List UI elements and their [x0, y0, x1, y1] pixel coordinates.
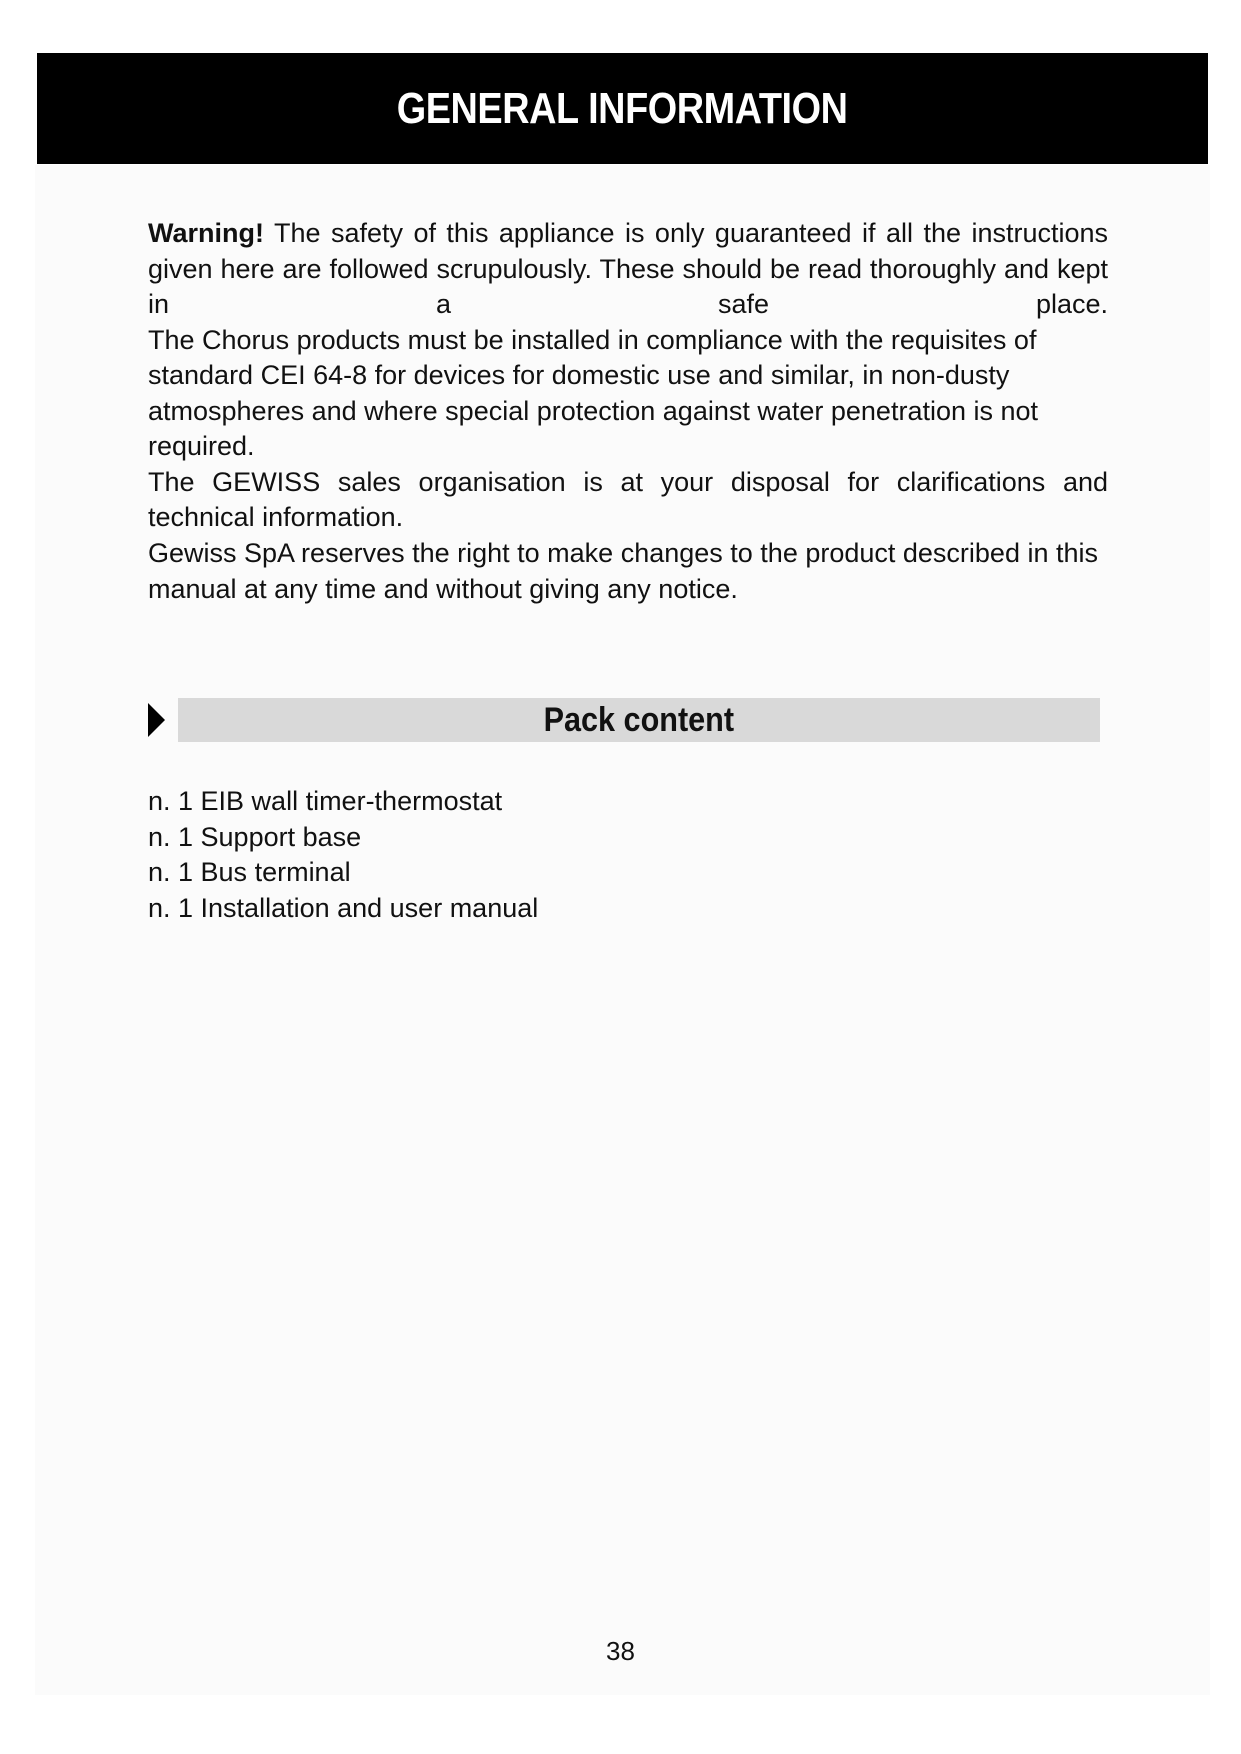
sales-paragraph: The GEWISS sales organisation is at your disposal for clarifications and technical information.: [148, 466, 1108, 532]
page-header: [37, 53, 1208, 164]
notice-paragraph: Gewiss SpA reserves the right to make changes to the product described in this manual at any time and without giving any notice.: [148, 538, 1098, 604]
intro-section: [148, 216, 1108, 536]
pack-content-heading: [148, 698, 1108, 742]
list-item: n. 1 Support base: [148, 821, 362, 852]
list-item: n. 1 EIB wall timer-thermostat: [148, 786, 503, 816]
page-title: GENERAL INFORMATION: [397, 83, 848, 133]
warning-text: The safety of this appliance is only guaranteed if all the instructions given here are followed scrupulously. These should be read thoroughly and kept in a safe place.: [148, 218, 1108, 319]
pack-content-list: [148, 784, 848, 926]
triangle-right-icon: [148, 703, 165, 737]
warning-paragraph: [148, 216, 1108, 323]
compliance-paragraph: The Chorus products must be installed in compliance with the requisites of standard CEI 64-8 for devices for domestic use and similar, in non-dusty atmospheres and where special protection against water penetration is not required.: [148, 324, 1039, 461]
page-number: 38: [606, 1636, 635, 1666]
section-title: Pack content: [543, 700, 735, 739]
list-item: n. 1 Installation and user manual: [148, 892, 539, 923]
warning-label: Warning!: [148, 218, 264, 248]
section-title-bar: [178, 698, 1100, 742]
list-item: n. 1 Bus terminal: [148, 857, 351, 887]
